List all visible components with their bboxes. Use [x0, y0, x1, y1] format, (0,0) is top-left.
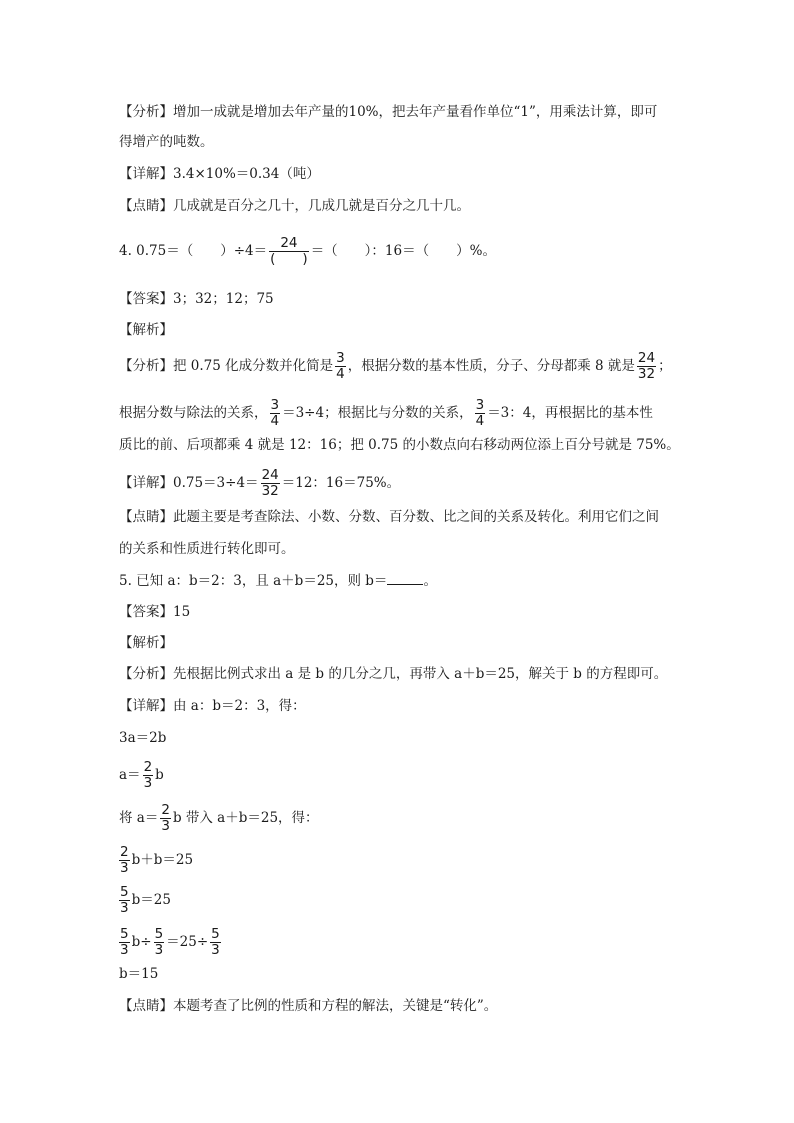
q3-comment: 【点睛】几成就是百分之几十，几成几就是百分之几十几。 — [119, 198, 470, 214]
frac-num: 3 — [475, 397, 485, 413]
frac-den: 3 — [120, 860, 129, 876]
frac-num: 3 — [270, 397, 280, 413]
fraction-24-32 — [261, 468, 280, 499]
q4-stem-frac-num: 24 — [269, 236, 309, 252]
q4-analysis-text-c: ； — [658, 358, 672, 374]
q3-analysis-line2: 得增产的吨数。 — [119, 134, 214, 150]
q4-stem-part2: ＝（ ）：16＝（ ）%。 — [310, 243, 496, 259]
frac-den: 3 — [120, 942, 129, 958]
answer-blank — [387, 572, 423, 585]
frac-num: 3 — [336, 350, 345, 366]
frac-num: 5 — [120, 926, 129, 942]
step-text: b — [155, 767, 164, 783]
q5-step-3 — [119, 803, 319, 834]
q4-analysis-line3: 质比的前、后项都乘 4 就是 12：16；把 0.75 的小数点向右移动两位添上百分号就是 75%。 — [119, 437, 680, 453]
q5-stem — [119, 571, 437, 591]
frac-num: 2 — [161, 802, 170, 818]
step-text: b＋b＝25 — [131, 852, 194, 868]
frac-den: 3 — [120, 900, 129, 916]
q4-stem-frac-den: ( ) — [270, 251, 308, 267]
q4-analysis-text-a: 【分析】把 0.75 化成分数并化简是 — [119, 358, 334, 374]
fraction-24-32 — [637, 351, 656, 382]
q5-step-4 — [119, 845, 193, 876]
q4-analysis-line1 — [119, 351, 672, 382]
frac-num: 24 — [637, 350, 656, 366]
q5-answer: 【答案】15 — [119, 604, 191, 620]
frac-den: 32 — [261, 483, 279, 499]
frac-den: 32 — [637, 366, 656, 382]
q5-detail: 【详解】由 a：b＝2：3，得： — [119, 698, 306, 714]
q5-stem-text: 5. 已知 a：b＝2：3，且 a＋b＝25，则 b＝ — [119, 573, 388, 589]
q4-analysis-line2 — [119, 398, 653, 429]
frac-den: 4 — [475, 413, 485, 429]
step-text: b÷ — [131, 934, 152, 950]
q5-step-7: b＝15 — [119, 966, 159, 982]
fraction-5-3 — [119, 927, 130, 958]
frac-den: 4 — [270, 413, 280, 429]
q4-detail-text-b: ＝12：16＝75%。 — [281, 475, 401, 491]
frac-num: 5 — [120, 884, 129, 900]
q4-comment-line2: 的关系和性质进行转化即可。 — [119, 541, 295, 557]
q5-step-5 — [119, 885, 171, 916]
q4-detail — [119, 468, 400, 499]
frac-den: 3 — [211, 942, 220, 958]
fraction-3-4 — [270, 398, 281, 429]
fraction-3-4 — [475, 398, 486, 429]
fraction-5-3 — [119, 885, 130, 916]
fraction-5-3 — [210, 927, 221, 958]
frac-num: 2 — [143, 759, 153, 775]
frac-num: 2 — [120, 844, 129, 860]
frac-num: 24 — [261, 467, 279, 483]
fraction-3-4 — [335, 351, 346, 382]
fraction-2-3 — [143, 760, 154, 791]
q5-analysis: 【分析】先根据比例式求出 a 是 b 的几分之几，再带入 a＋b＝25，解关于 b 的方程即可。 — [119, 666, 668, 682]
q4-comment-line1: 【点睛】此题主要是考查除法、小数、分数、百分数、比之间的关系及转化。利用它们之间 — [119, 509, 659, 525]
step-text: ＝25÷ — [166, 934, 209, 950]
q5-step-6 — [119, 927, 223, 958]
step-text: b＝25 — [131, 892, 171, 908]
frac-num: 5 — [211, 926, 220, 942]
q4-stem — [119, 236, 496, 267]
frac-den: 4 — [336, 366, 345, 382]
q4-analysis-text-d: 根据分数与除法的关系， — [119, 405, 268, 421]
q4-jiexi-heading: 【解析】 — [119, 322, 173, 338]
step-text: 将 a＝ — [119, 810, 159, 826]
fraction-2-3 — [119, 845, 130, 876]
step-text: b 带入 a＋b＝25，得： — [172, 810, 319, 826]
fraction-2-3 — [160, 803, 171, 834]
q4-analysis-text-b: ，根据分数的基本性质，分子、分母都乘 8 就是 — [347, 358, 635, 374]
q5-jiexi-heading: 【解析】 — [119, 635, 173, 651]
q3-analysis-line1: 【分析】增加一成就是增加去年产量的10%，把去年产量看作单位“1”，用乘法计算，即可 — [119, 104, 658, 120]
q5-stem-end: 。 — [423, 573, 437, 589]
frac-den: 3 — [154, 942, 164, 958]
q4-analysis-text-e: ＝3÷4；根据比与分数的关系， — [282, 405, 473, 421]
q4-analysis-text-f: ＝3：4，再根据比的基本性 — [487, 405, 653, 421]
q4-stem-fraction — [269, 236, 309, 267]
frac-den: 3 — [161, 818, 170, 834]
step-text: a＝ — [119, 767, 141, 783]
fraction-5-3 — [154, 927, 165, 958]
q5-comment: 【点睛】本题考查了比例的性质和方程的解法，关键是“转化”。 — [119, 998, 498, 1014]
q4-answer: 【答案】3；32；12；75 — [119, 291, 274, 307]
q4-stem-part1: 4. 0.75＝（ ）÷4＝ — [119, 243, 268, 259]
frac-num: 5 — [154, 926, 164, 942]
q5-step-1: 3a＝2b — [119, 730, 167, 746]
q3-detail: 【详解】3.4×10%＝0.34（吨） — [119, 166, 320, 182]
q5-step-2 — [119, 760, 164, 791]
q4-detail-text-a: 【详解】0.75＝3÷4＝ — [119, 475, 259, 491]
frac-den: 3 — [143, 775, 153, 791]
